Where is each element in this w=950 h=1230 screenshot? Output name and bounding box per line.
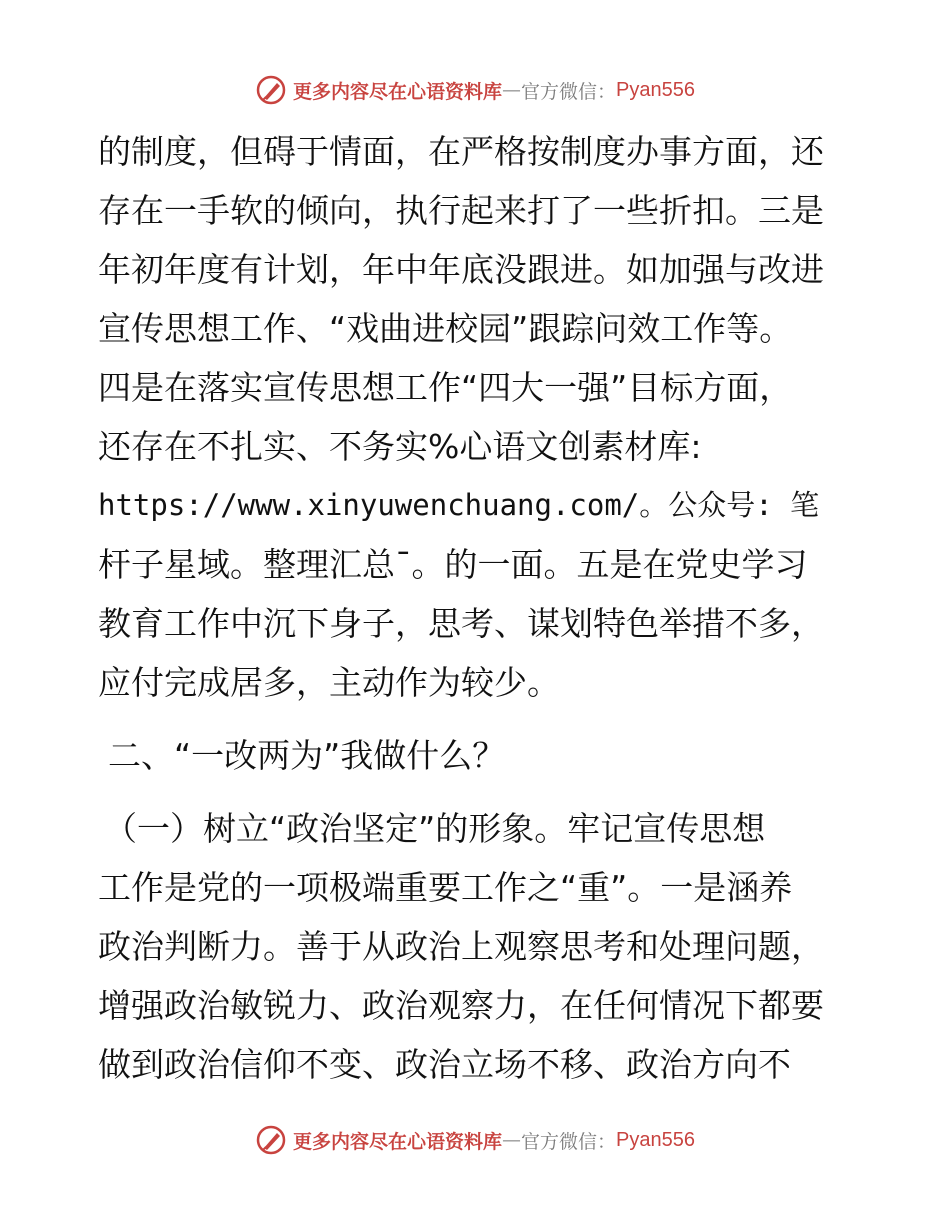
footer-watermark-banner bbox=[0, 1120, 950, 1160]
text-line: 应付完成居多，主动作为较少。 bbox=[98, 663, 560, 702]
banner-wechat-id: Pyan556 bbox=[616, 78, 695, 101]
text-line: 政治判断力。善于从政治上观察思考和处理问题， bbox=[98, 927, 824, 966]
text-line: 做到政治信仰不变、政治立场不移、政治方向不 bbox=[98, 1045, 791, 1084]
text-line: 的制度，但碍于情面，在严格按制度办事方面，还 bbox=[98, 132, 824, 171]
quill-pen-circle-icon bbox=[255, 1124, 287, 1156]
header-watermark-banner bbox=[0, 70, 950, 110]
document-body bbox=[98, 122, 868, 1094]
banner-separator: — bbox=[502, 1129, 522, 1151]
paragraph-2-continued bbox=[98, 858, 868, 1094]
text-line: 年初年度有计划，年中年底没跟进。如加强与改进 bbox=[98, 250, 824, 289]
banner-separator: — bbox=[502, 79, 522, 101]
banner-wechat-label: 官方微信： bbox=[521, 80, 617, 103]
text-line: 还存在不扎实、不务实%心语文创素材库: bbox=[98, 427, 702, 466]
text-line: 工作是党的一项极端重要工作之“重”。一是涵养 bbox=[98, 868, 793, 907]
section-heading: 二、“一改两为”我做什么？ bbox=[108, 736, 506, 775]
banner-wechat-label: 官方微信： bbox=[521, 1130, 617, 1153]
text-line-url: https://www.xinyuwenchuang.com/。公众号: 笔 bbox=[98, 488, 820, 522]
text-line: 宣传思想工作、“戏曲进校园”跟踪问效工作等。 bbox=[98, 309, 793, 348]
text-line: （一）树立“政治坚定”的形象。牢记宣传思想 bbox=[104, 809, 766, 848]
text-line: 四是在落实宣传思想工作“四大一强”目标方面， bbox=[98, 368, 793, 407]
paragraph-1 bbox=[98, 122, 868, 712]
text-line: 教育工作中沉下身子，思考、谋划特色举措不多， bbox=[98, 604, 824, 643]
banner-text: 更多内容尽在心语资料库 bbox=[293, 1130, 503, 1153]
banner-wechat-id: Pyan556 bbox=[616, 1128, 695, 1151]
text-line: 增强政治敏锐力、政治观察力，在任何情况下都要 bbox=[98, 986, 824, 1025]
text-line: 存在一手软的倾向，执行起来打了一些折扣。三是 bbox=[98, 191, 824, 230]
quill-pen-circle-icon bbox=[255, 74, 287, 106]
paragraph-2 bbox=[98, 799, 868, 858]
text-line: 杆子星域。整理汇总¯。的一面。五是在党史学习 bbox=[98, 545, 808, 584]
banner-text: 更多内容尽在心语资料库 bbox=[293, 80, 503, 103]
